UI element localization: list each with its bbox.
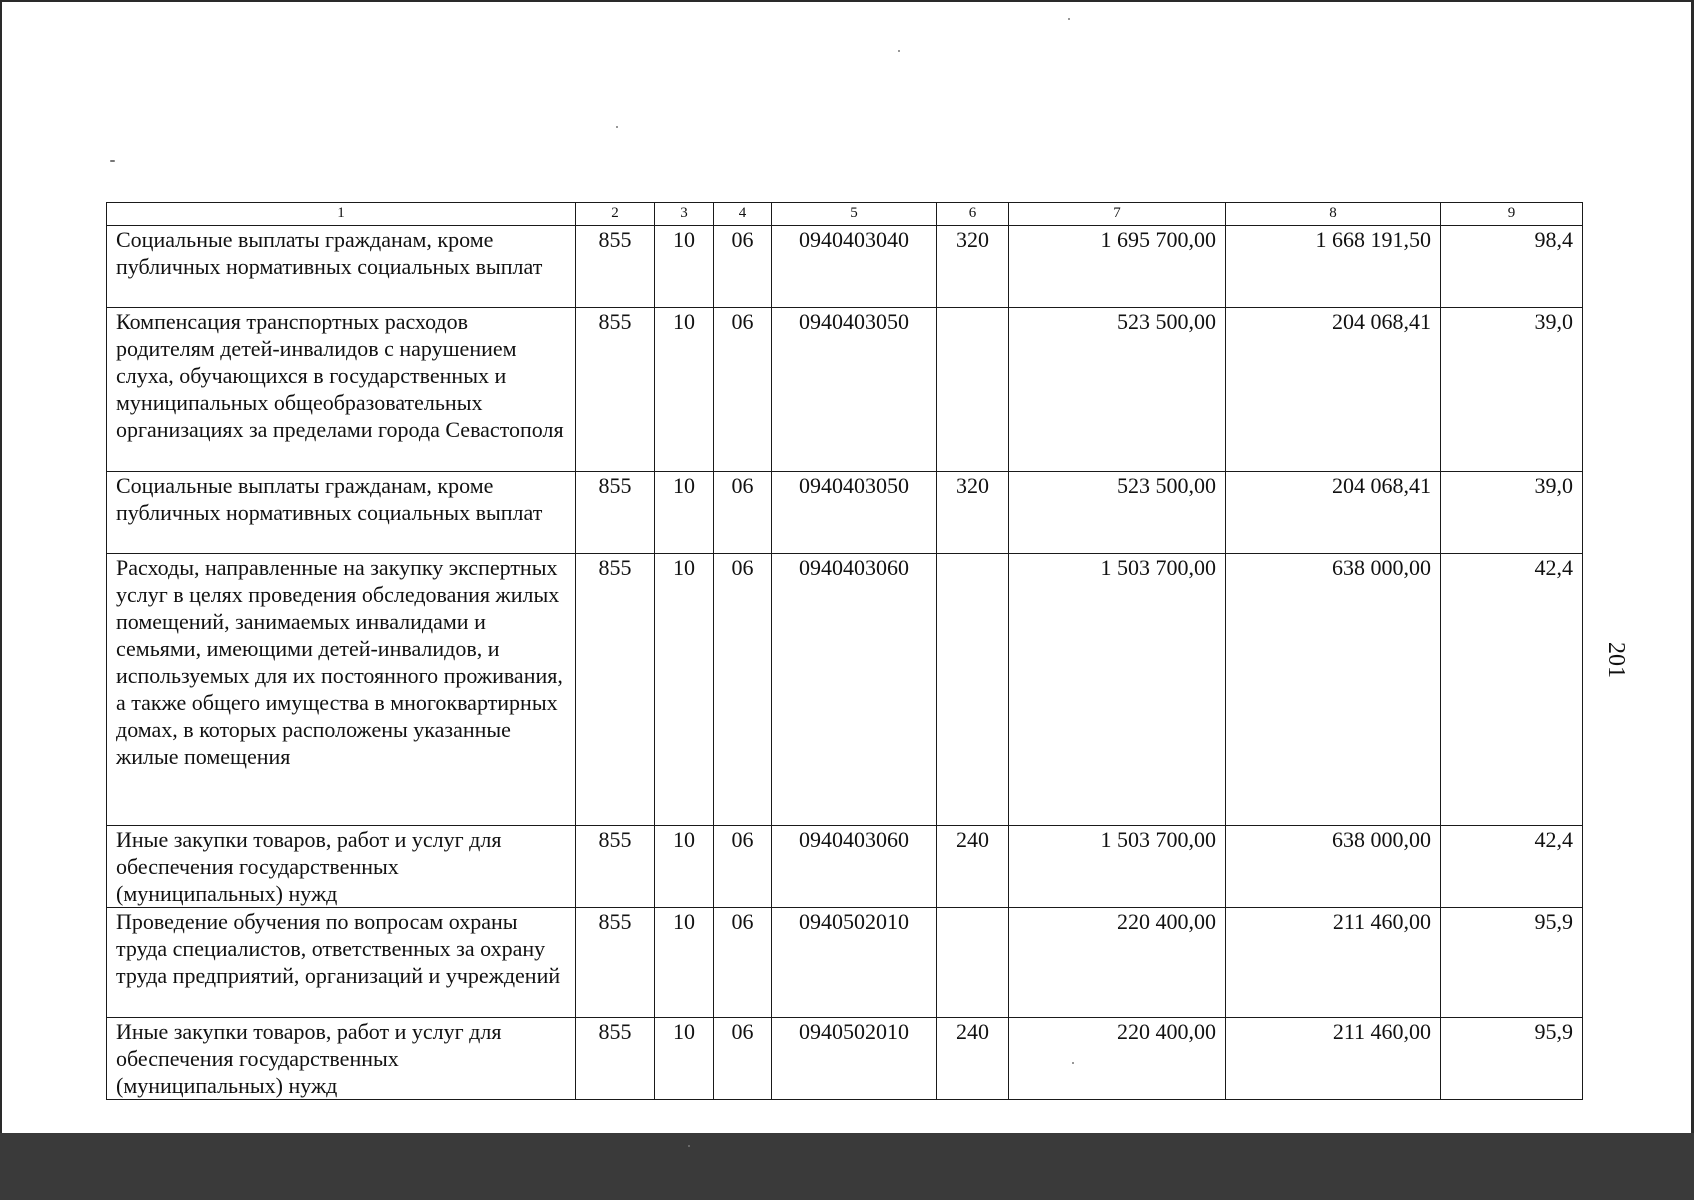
- ministry-code: 855: [576, 554, 655, 826]
- scan-speck: [688, 1145, 690, 1147]
- row-description: Социальные выплаты гражданам, кроме публичных нормативных социальных выплат: [107, 472, 576, 554]
- executed-amount: 211 460,00: [1226, 908, 1441, 1018]
- section-code: 10: [655, 226, 714, 308]
- scan-bottom-band: [0, 1133, 1694, 1200]
- column-header: 4: [714, 203, 772, 226]
- planned-amount: 220 400,00: [1009, 1018, 1226, 1100]
- planned-amount: 1 695 700,00: [1009, 226, 1226, 308]
- execution-percent: 98,4: [1441, 226, 1583, 308]
- budget-table: [106, 202, 1583, 1100]
- row-description: Расходы, направленные на закупку экспертных услуг в целях проведения обследования жилых помещений, занимаемых инвалидами и семьями, имеющими детей-инвалидов, и используемых для их постоянного проживания, а также общего имущества в многоквартирных домах, в которых расположены указанные жилые помещения: [107, 554, 576, 826]
- planned-amount: 220 400,00: [1009, 908, 1226, 1018]
- expense-type-code: 240: [937, 826, 1009, 908]
- executed-amount: 204 068,41: [1226, 472, 1441, 554]
- expense-type-code: [937, 308, 1009, 472]
- section-code: 10: [655, 826, 714, 908]
- target-article-code: 0940502010: [772, 1018, 937, 1100]
- subsection-code: 06: [714, 226, 772, 308]
- execution-percent: 95,9: [1441, 908, 1583, 1018]
- expense-type-code: [937, 908, 1009, 1018]
- section-code: 10: [655, 908, 714, 1018]
- planned-amount: 1 503 700,00: [1009, 554, 1226, 826]
- subsection-code: 06: [714, 826, 772, 908]
- execution-percent: 39,0: [1441, 308, 1583, 472]
- ministry-code: 855: [576, 308, 655, 472]
- section-code: 10: [655, 472, 714, 554]
- column-header: 7: [1009, 203, 1226, 226]
- target-article-code: 0940403050: [772, 308, 937, 472]
- table-row: [107, 908, 1583, 1018]
- scan-speck: [1068, 18, 1070, 20]
- expense-type-code: 320: [937, 226, 1009, 308]
- executed-amount: 638 000,00: [1226, 554, 1441, 826]
- table-row: [107, 826, 1583, 908]
- executed-amount: 211 460,00: [1226, 1018, 1441, 1100]
- table-row: [107, 308, 1583, 472]
- target-article-code: 0940502010: [772, 908, 937, 1018]
- ministry-code: 855: [576, 226, 655, 308]
- column-header: 5: [772, 203, 937, 226]
- ministry-code: 855: [576, 826, 655, 908]
- subsection-code: 06: [714, 308, 772, 472]
- column-header: 2: [576, 203, 655, 226]
- execution-percent: 42,4: [1441, 826, 1583, 908]
- row-description: Проведение обучения по вопросам охраны труда специалистов, ответственных за охрану труда предприятий, организаций и учреждений: [107, 908, 576, 1018]
- row-description: Иные закупки товаров, работ и услуг для обеспечения государственных (муниципальных) нужд: [107, 826, 576, 908]
- column-header: 8: [1226, 203, 1441, 226]
- ministry-code: 855: [576, 472, 655, 554]
- target-article-code: 0940403060: [772, 826, 937, 908]
- executed-amount: 1 668 191,50: [1226, 226, 1441, 308]
- section-code: 10: [655, 554, 714, 826]
- column-header: 3: [655, 203, 714, 226]
- scan-speck: [616, 126, 618, 128]
- column-header: 6: [937, 203, 1009, 226]
- scan-speck: [898, 50, 900, 52]
- row-description: Социальные выплаты гражданам, кроме публичных нормативных социальных выплат: [107, 226, 576, 308]
- column-header: 1: [107, 203, 576, 226]
- table-row: [107, 1018, 1583, 1100]
- expense-type-code: 240: [937, 1018, 1009, 1100]
- row-description: Иные закупки товаров, работ и услуг для обеспечения государственных (муниципальных) нужд: [107, 1018, 576, 1100]
- table-row: [107, 226, 1583, 308]
- execution-percent: 95,9: [1441, 1018, 1583, 1100]
- section-code: 10: [655, 1018, 714, 1100]
- target-article-code: 0940403050: [772, 472, 937, 554]
- planned-amount: 523 500,00: [1009, 308, 1226, 472]
- target-article-code: 0940403040: [772, 226, 937, 308]
- ministry-code: 855: [576, 908, 655, 1018]
- table-row: [107, 554, 1583, 826]
- subsection-code: 06: [714, 472, 772, 554]
- table-row: [107, 472, 1583, 554]
- section-code: 10: [655, 308, 714, 472]
- execution-percent: 42,4: [1441, 554, 1583, 826]
- planned-amount: 523 500,00: [1009, 472, 1226, 554]
- target-article-code: 0940403060: [772, 554, 937, 826]
- subsection-code: 06: [714, 908, 772, 1018]
- column-number-row: [107, 203, 1583, 226]
- executed-amount: 204 068,41: [1226, 308, 1441, 472]
- subsection-code: 06: [714, 1018, 772, 1100]
- execution-percent: 39,0: [1441, 472, 1583, 554]
- expense-type-code: [937, 554, 1009, 826]
- scan-speck: [110, 160, 115, 162]
- ministry-code: 855: [576, 1018, 655, 1100]
- column-header: 9: [1441, 203, 1583, 226]
- subsection-code: 06: [714, 554, 772, 826]
- executed-amount: 638 000,00: [1226, 826, 1441, 908]
- planned-amount: 1 503 700,00: [1009, 826, 1226, 908]
- page-number: 201: [1603, 642, 1629, 678]
- expense-type-code: 320: [937, 472, 1009, 554]
- row-description: Компенсация транспортных расходов родителям детей-инвалидов с нарушением слуха, обучающихся в государственных и муниципальных общеобразовательных организациях за пределами города Севастополя: [107, 308, 576, 472]
